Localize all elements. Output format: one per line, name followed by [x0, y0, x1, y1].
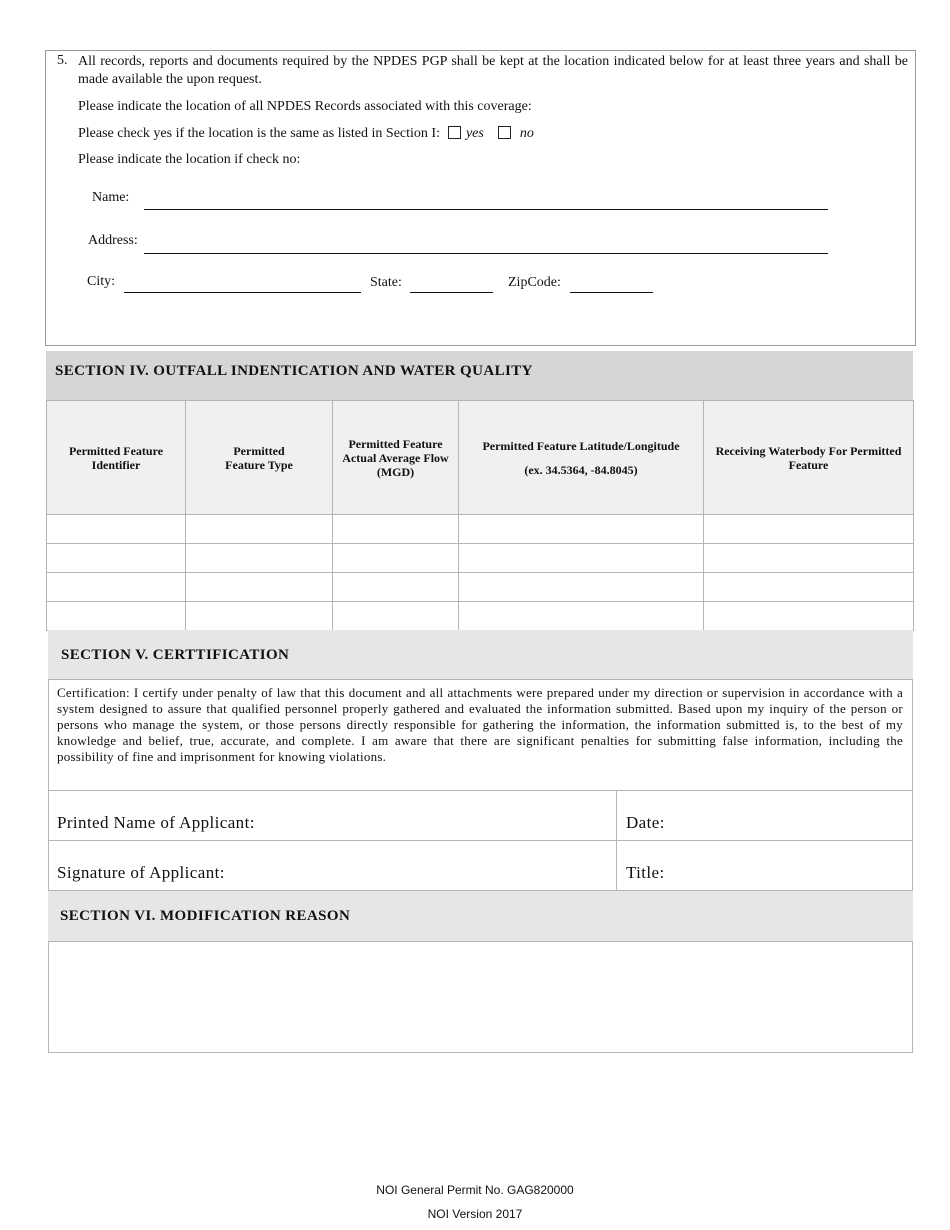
table-row	[47, 515, 914, 544]
section-iv-title: SECTION IV. OUTFALL INDENTICATION AND WATER QUALITY	[55, 363, 533, 379]
section-vi-title: SECTION VI. MODIFICATION REASON	[60, 908, 351, 924]
no-checkbox[interactable]	[498, 126, 511, 139]
table-cell[interactable]	[459, 573, 704, 602]
signature-field[interactable]	[48, 840, 617, 891]
outfall-table-header-row	[47, 401, 914, 515]
table-cell[interactable]	[704, 544, 914, 573]
table-row	[47, 573, 914, 602]
table-cell[interactable]	[47, 544, 186, 573]
table-cell[interactable]	[333, 573, 459, 602]
table-cell[interactable]	[186, 544, 333, 573]
zip-field[interactable]	[570, 292, 653, 293]
city-label: City:	[87, 274, 116, 289]
table-cell[interactable]	[186, 573, 333, 602]
address-label: Address:	[88, 233, 138, 248]
table-cell[interactable]	[704, 573, 914, 602]
same-location-prompt: Please check yes if the location is the same as listed in Section I:	[78, 126, 440, 141]
table-cell[interactable]	[47, 515, 186, 544]
date-field[interactable]	[616, 790, 913, 841]
city-field[interactable]	[124, 292, 361, 293]
same-location-question	[78, 126, 534, 142]
section-iv-header	[46, 351, 913, 400]
table-row	[47, 544, 914, 573]
address-field[interactable]	[144, 253, 828, 254]
table-cell[interactable]	[186, 602, 333, 631]
printed-name-label: Printed Name of Applicant:	[57, 813, 255, 832]
table-row	[47, 602, 914, 631]
table-cell[interactable]	[459, 515, 704, 544]
section-vi-header	[48, 891, 913, 941]
modification-reason-field[interactable]	[48, 941, 913, 1053]
yes-label: yes	[465, 126, 484, 141]
table-cell[interactable]	[459, 602, 704, 631]
table-cell[interactable]	[333, 602, 459, 631]
section-v-title: SECTION V. CERTTIFICATION	[61, 647, 290, 663]
table-cell[interactable]	[333, 544, 459, 573]
col-latlong-example: (ex. 34.5364, -84.8045)	[524, 462, 638, 477]
col-flow: Permitted Feature Actual Average Flow (MGD)	[333, 401, 459, 515]
certification-text: Certification: I certify under penalty of law that this document and all attachments were prepared under my direction or supervision in accordance with a system designed to assure that qualified personnel properly gathered and evaluated the information submitted. Based upon my inquiry of the person or persons who manage the system, or those persons directly responsible for gathering the information, the information submitted is, to the best of my knowledge and belief, true, accurate, and complete. I am aware that there are significant penalties for submitting false information, including the possibility of fine and imprisonment for knowing violations.	[57, 685, 903, 764]
col-latlong-label: Permitted Feature Latitude/Longitude	[482, 438, 680, 453]
if-no-text: Please indicate the location if check no:	[78, 152, 301, 167]
yes-checkbox[interactable]	[448, 126, 461, 139]
date-label: Date:	[626, 813, 665, 832]
outfall-table	[46, 400, 914, 631]
col-waterbody: Receiving Waterbody For Permitted Feature	[704, 401, 914, 515]
no-label: no	[519, 126, 534, 141]
col-type: Permitted Feature Type	[186, 401, 333, 515]
name-field[interactable]	[144, 209, 828, 210]
col-identifier: Permitted Feature Identifier	[47, 401, 186, 515]
table-cell[interactable]	[47, 573, 186, 602]
section-v-header	[48, 630, 913, 679]
indicate-location-text: Please indicate the location of all NPDES Records associated with this coverage:	[78, 99, 532, 114]
title-field[interactable]	[616, 840, 913, 891]
footer-permit: NOI General Permit No. GAG820000	[376, 1183, 574, 1197]
table-cell[interactable]	[186, 515, 333, 544]
title-label: Title:	[626, 863, 665, 882]
zip-label: ZipCode:	[508, 275, 561, 290]
item-number: 5.	[57, 53, 68, 68]
table-cell[interactable]	[704, 515, 914, 544]
col-latlong	[459, 401, 704, 515]
state-label: State:	[370, 275, 402, 290]
records-retention-text: All records, reports and documents required by the NPDES PGP shall be kept at the location indicated below for at least three years and shall be made available the upon request.	[78, 54, 908, 87]
records-location-box	[45, 50, 916, 346]
table-cell[interactable]	[333, 515, 459, 544]
table-cell[interactable]	[47, 602, 186, 631]
table-cell[interactable]	[459, 544, 704, 573]
table-cell[interactable]	[704, 602, 914, 631]
signature-label: Signature of Applicant:	[57, 863, 225, 882]
printed-name-field[interactable]	[48, 790, 617, 841]
state-field[interactable]	[410, 292, 493, 293]
name-label: Name:	[92, 190, 130, 205]
footer-version: NOI Version 2017	[427, 1207, 523, 1221]
